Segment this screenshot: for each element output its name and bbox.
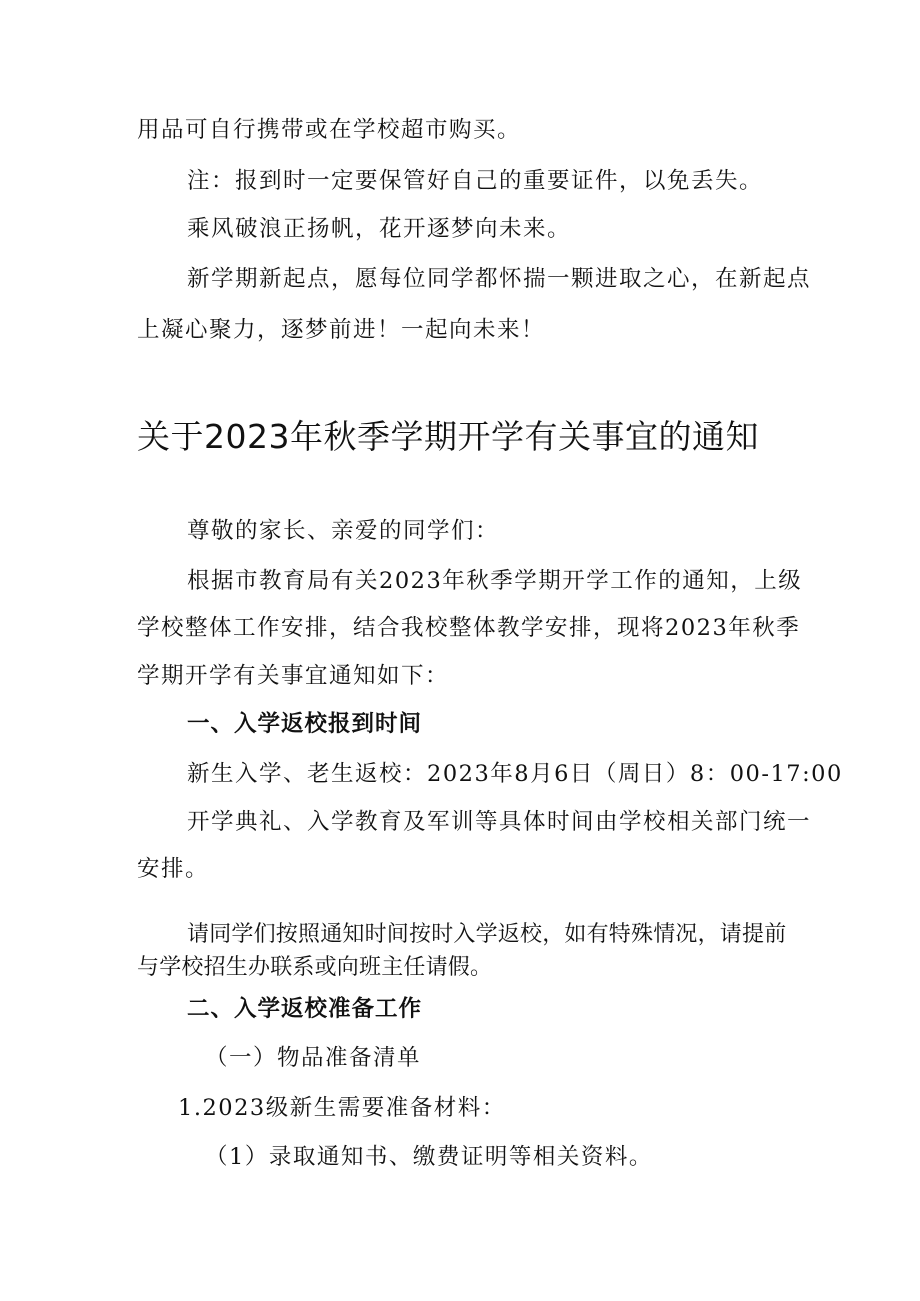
paragraph-line: 开学典礼、入学教育及军训等具体时间由学校相关部门统一: [187, 809, 812, 835]
paragraph-line: 安排。: [137, 856, 210, 882]
intro-line: 学校整体工作安排，结合我校整体教学安排，现将2023年秋季: [137, 615, 801, 641]
paragraph-line: 与学校招生办联系或向班主任请假。: [137, 955, 493, 980]
list-item: 1.2023级新生需要准备材料：: [178, 1095, 506, 1121]
note-line: 注：报到时一定要保管好自己的重要证件，以免丢失。: [187, 168, 764, 194]
subsection-heading: （一）物品准备清单: [205, 1045, 422, 1071]
paragraph-line: 用品可自行携带或在学校超市购买。: [137, 117, 522, 143]
intro-line: 学期开学有关事宜通知如下：: [137, 663, 450, 689]
greeting: 尊敬的家长、亲爱的同学们：: [187, 518, 500, 544]
paragraph-line: 上凝心聚力，逐梦前进！一起向未来！: [137, 317, 546, 343]
section-heading-2: 二、入学返校准备工作: [187, 996, 423, 1022]
paragraph-line: 乘风破浪正扬帆，花开逐梦向未来。: [187, 216, 572, 242]
section-heading-1: 一、入学返校报到时间: [187, 711, 423, 737]
notice-title: 关于2023年秋季学期开学有关事宜的通知: [137, 417, 759, 456]
paragraph-line: 请同学们按照通知时间按时入学返校，如有特殊情况，请提前: [187, 922, 787, 947]
report-time-line: 新生入学、老生返校：2023年8月6日（周日）8：00-17:00: [187, 761, 843, 787]
list-item: （1）录取通知书、缴费证明等相关资料。: [205, 1144, 653, 1170]
paragraph-line: 新学期新起点，愿每位同学都怀揣一颗进取之心，在新起点: [187, 266, 812, 292]
intro-line: 根据市教育局有关2023年秋季学期开学工作的通知，上级: [187, 568, 803, 594]
